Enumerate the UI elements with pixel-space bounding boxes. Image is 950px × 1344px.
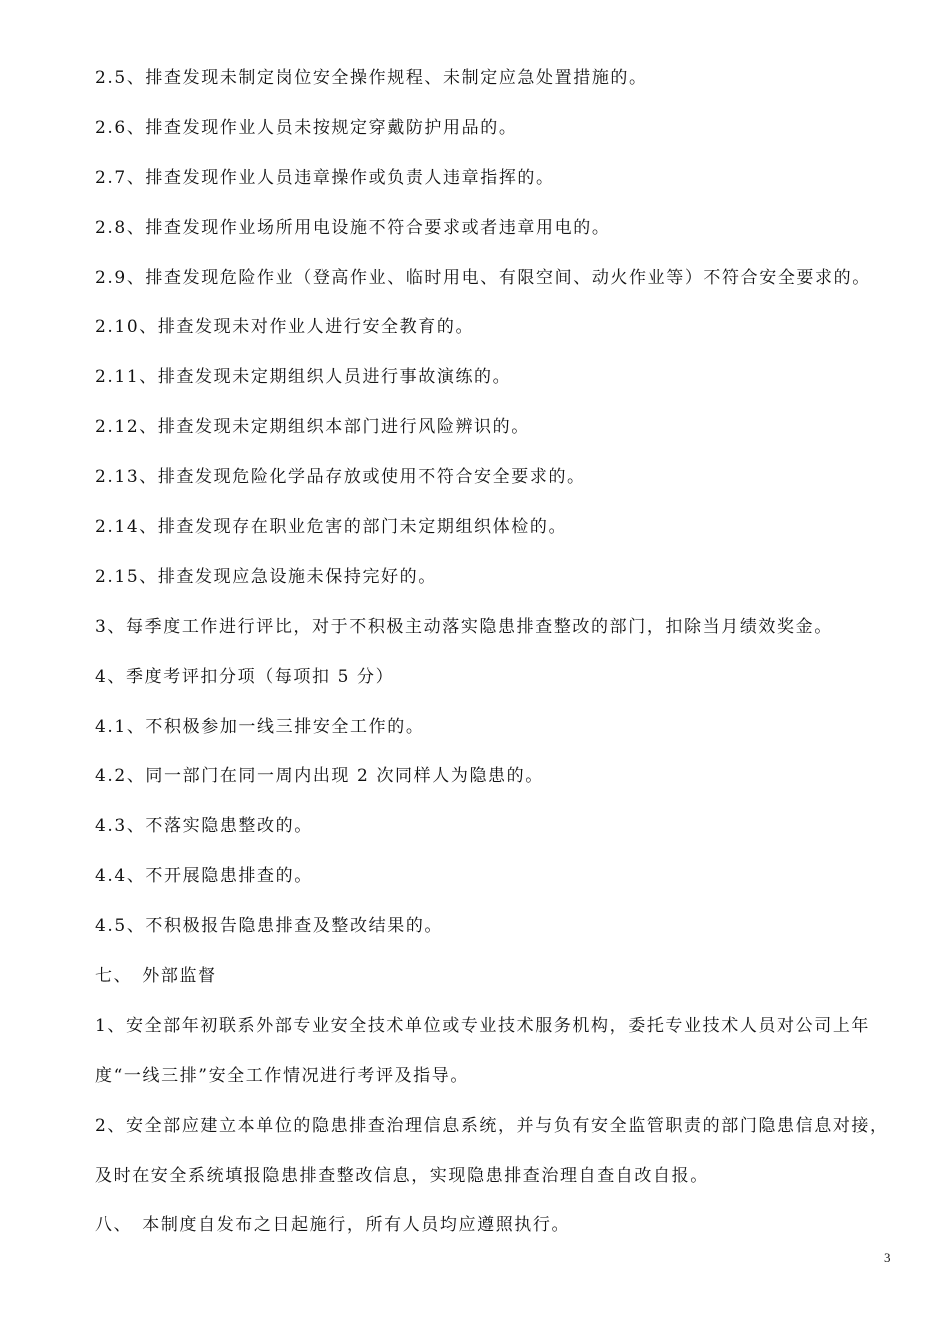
clause-2-9: 2.9、排查发现危险作业（登高作业、临时用电、有限空间、动火作业等）不符合安全要求的。 (95, 267, 871, 288)
section-7-item-1-line-2: 度“一线三排”安全工作情况进行考评及指导。 (95, 1065, 469, 1086)
clause-2-8: 2.8、排查发现作业场所用电设施不符合要求或者违章用电的。 (95, 217, 611, 238)
clause-3: 3、每季度工作进行评比，对于不积极主动落实隐患排查整改的部门，扣除当月绩效奖金。 (95, 616, 833, 637)
clause-4-3: 4.3、不落实隐患整改的。 (95, 816, 313, 837)
clause-4-5: 4.5、不积极报告隐患排查及整改结果的。 (95, 916, 444, 937)
clause-2-13: 2.13、排查发现危险化学品存放或使用不符合安全要求的。 (95, 467, 586, 488)
clause-2-15: 2.15、排查发现应急设施未保持完好的。 (95, 566, 437, 587)
clause-2-7: 2.7、排查发现作业人员违章操作或负责人违章指挥的。 (95, 167, 555, 188)
section-7-heading: 七、 外部监督 (95, 966, 217, 987)
clause-2-6: 2.6、排查发现作业人员未按规定穿戴防护用品的。 (95, 117, 518, 138)
clause-4-1: 4.1、不积极参加一线三排安全工作的。 (95, 716, 425, 737)
page-number: 3 (884, 1250, 891, 1265)
clause-2-11: 2.11、排查发现未定期组织人员进行事故演练的。 (95, 367, 512, 388)
clause-2-5: 2.5、排查发现未制定岗位安全操作规程、未制定应急处置措施的。 (95, 68, 648, 88)
section-8-statement: 八、 本制度自发布之日起施行，所有人员均应遵照执行。 (95, 1215, 571, 1236)
section-7-item-2-line-2: 及时在安全系统填报隐患排查整改信息，实现隐患排查治理自查自改自报。 (95, 1165, 709, 1186)
clause-4-heading: 4、季度考评扣分项（每项扣 5 分） (95, 666, 395, 687)
clause-2-14: 2.14、排查发现存在职业危害的部门未定期组织体检的。 (95, 517, 568, 538)
clause-4-4: 4.4、不开展隐患排查的。 (95, 866, 313, 887)
clause-4-2: 4.2、同一部门在同一周内出现 2 次同样人为隐患的。 (95, 766, 544, 787)
clause-2-10: 2.10、排查发现未对作业人进行安全教育的。 (95, 317, 475, 338)
section-7-item-2-line-1: 2、安全部应建立本单位的隐患排查治理信息系统，并与负有安全监管职责的部门隐患信息对接， (95, 1115, 889, 1136)
section-7-item-1-line-1: 1、安全部年初联系外部专业安全技术单位或专业技术服务机构，委托专业技术人员对公司上年 (95, 1015, 871, 1036)
document-body (95, 54, 905, 1251)
clause-2-12: 2.12、排查发现未定期组织本部门进行风险辨识的。 (95, 417, 530, 438)
